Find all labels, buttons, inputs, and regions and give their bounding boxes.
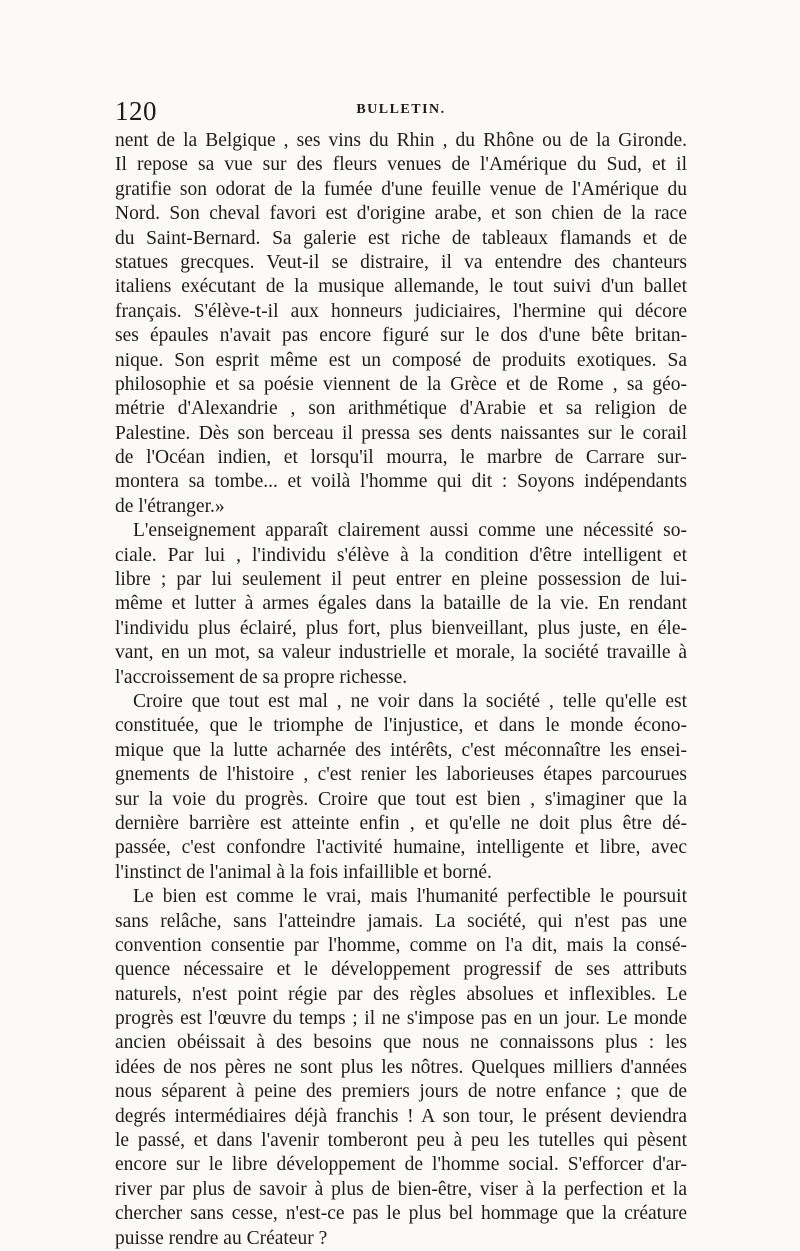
text-line: l'instinct de l'animal à la fois infaillible et borné. [115,861,492,883]
text-line: Palestine. Dès son berceau il pressa ses dents naissantes sur le corail [115,422,687,444]
text-line: métrie d'Alexandrie , son arithmétique d'Arabie et sa religion de [115,398,687,420]
text-line: Il repose sa vue sur des fleurs venues de l'Amérique du Sud, et il [115,154,687,176]
text-line: encore sur le libre développement de l'homme social. S'efforcer d'ar- [115,1154,687,1176]
text-line: river par plus de savoir à plus de bien-être, viser à la perfection et la [115,1178,687,1200]
text-line: italiens exécutant de la musique allemande, le tout suivi d'un ballet [115,276,687,298]
page-number: 120 [115,96,157,126]
running-title: BULLETIN. [356,102,446,117]
text-line: de l'étranger.» [115,495,225,517]
text-line: naturels, n'est point régie par des règles absolues et inflexibles. Le [115,983,687,1005]
running-head [115,96,687,126]
body-text [115,129,687,1251]
text-line: sur la voie du progrès. Croire que tout est bien , s'imaginer que la [115,788,687,810]
text-line: constituée, que le triomphe de l'injustice, et dans le monde écono- [115,715,687,737]
text-line: libre ; par lui seulement il peut entrer en pleine possession de lui- [115,569,687,591]
text-line: mique que la lutte acharnée des intérêts, c'est méconnaître les ensei- [115,739,687,761]
text-line: français. S'élève-t-il aux honneurs judiciaires, l'hermine qui décore [115,300,687,322]
text-line: degrés intermédiaires déjà franchis ! A son tour, le présent deviendra [115,1105,687,1127]
text-line: dernière barrière est atteinte enfin , et qu'elle ne doit plus être dé- [115,812,687,834]
text-line: gnements de l'histoire , c'est renier les laborieuses étapes parcourues [115,764,687,786]
text-line: statues grecques. Veut-il se distraire, il va entendre des chanteurs [115,251,687,273]
text-line: puisse rendre au Créateur ? [115,1227,328,1249]
text-line: Le bien est comme le vrai, mais l'humanité perfectible le poursuit [133,886,687,908]
text-line: l'accroissement de sa propre richesse. [115,666,408,688]
text-line: ciale. Par lui , l'individu s'élève à la condition d'être intelligent et [115,544,687,566]
text-line: Croire que tout est mal , ne voir dans la société , telle qu'elle est [133,690,687,712]
text-line: chercher sans cesse, n'est-ce pas le plus bel hommage que la créature [115,1203,687,1225]
text-line: le passé, et dans l'avenir tomberont peu à peu les tutelles qui pèsent [115,1130,687,1152]
text-line: L'enseignement apparaît clairement aussi comme une nécessité so- [133,520,687,542]
text-line: progrès est l'œuvre du temps ; il ne s'impose pas en un jour. Le monde [115,1008,687,1030]
text-line: l'individu plus éclairé, plus fort, plus bienveillant, plus juste, en éle- [115,617,687,639]
text-line: vant, en un mot, sa valeur industrielle et morale, la société travaille à [115,642,687,664]
text-line: du Saint-Bernard. Sa galerie est riche de tableaux flamands et de [115,227,687,249]
text-line: nous séparent à peine des premiers jours de notre enfance ; que de [115,1081,687,1103]
text-line: quence nécessaire et le développement progressif de ses attributs [115,959,687,981]
text-line: Nord. Son cheval favori est d'origine arabe, et son chien de la race [115,203,687,225]
text-line: de l'Océan indien, et lorsqu'il mourra, le marbre de Carrare sur- [115,447,687,469]
text-line: même et lutter à armes égales dans la bataille de la vie. En rendant [115,593,687,615]
text-line: passée, c'est confondre l'activité humaine, intelligente et libre, avec [115,837,687,859]
text-line: montera sa tombe... et voilà l'homme qui dit : Soyons indépendants [115,471,687,493]
text-line: idées de nos pères ne sont plus les nôtres. Quelques milliers d'années [115,1056,687,1078]
text-line: convention consentie par l'homme, comme on l'a dit, mais la consé- [115,934,687,956]
text-line: nent de la Belgique , ses vins du Rhin , du Rhône ou de la Gironde. [115,130,687,151]
text-line: ancien obéissait à des besoins que nous ne connaissons plus : les [115,1032,687,1054]
text-line: philosophie et sa poésie viennent de la Grèce et de Rome , sa géo- [115,373,687,395]
text-line: nique. Son esprit même est un composé de produits exotiques. Sa [115,349,687,371]
text-line: ses épaules n'avait pas encore figuré sur le dos d'une bête britan- [115,325,687,347]
text-line: gratifie son odorat de la fumée d'une feuille venue de l'Amérique du [115,178,687,200]
text-line: sans relâche, sans l'atteindre jamais. La société, qui n'est pas une [115,910,687,932]
